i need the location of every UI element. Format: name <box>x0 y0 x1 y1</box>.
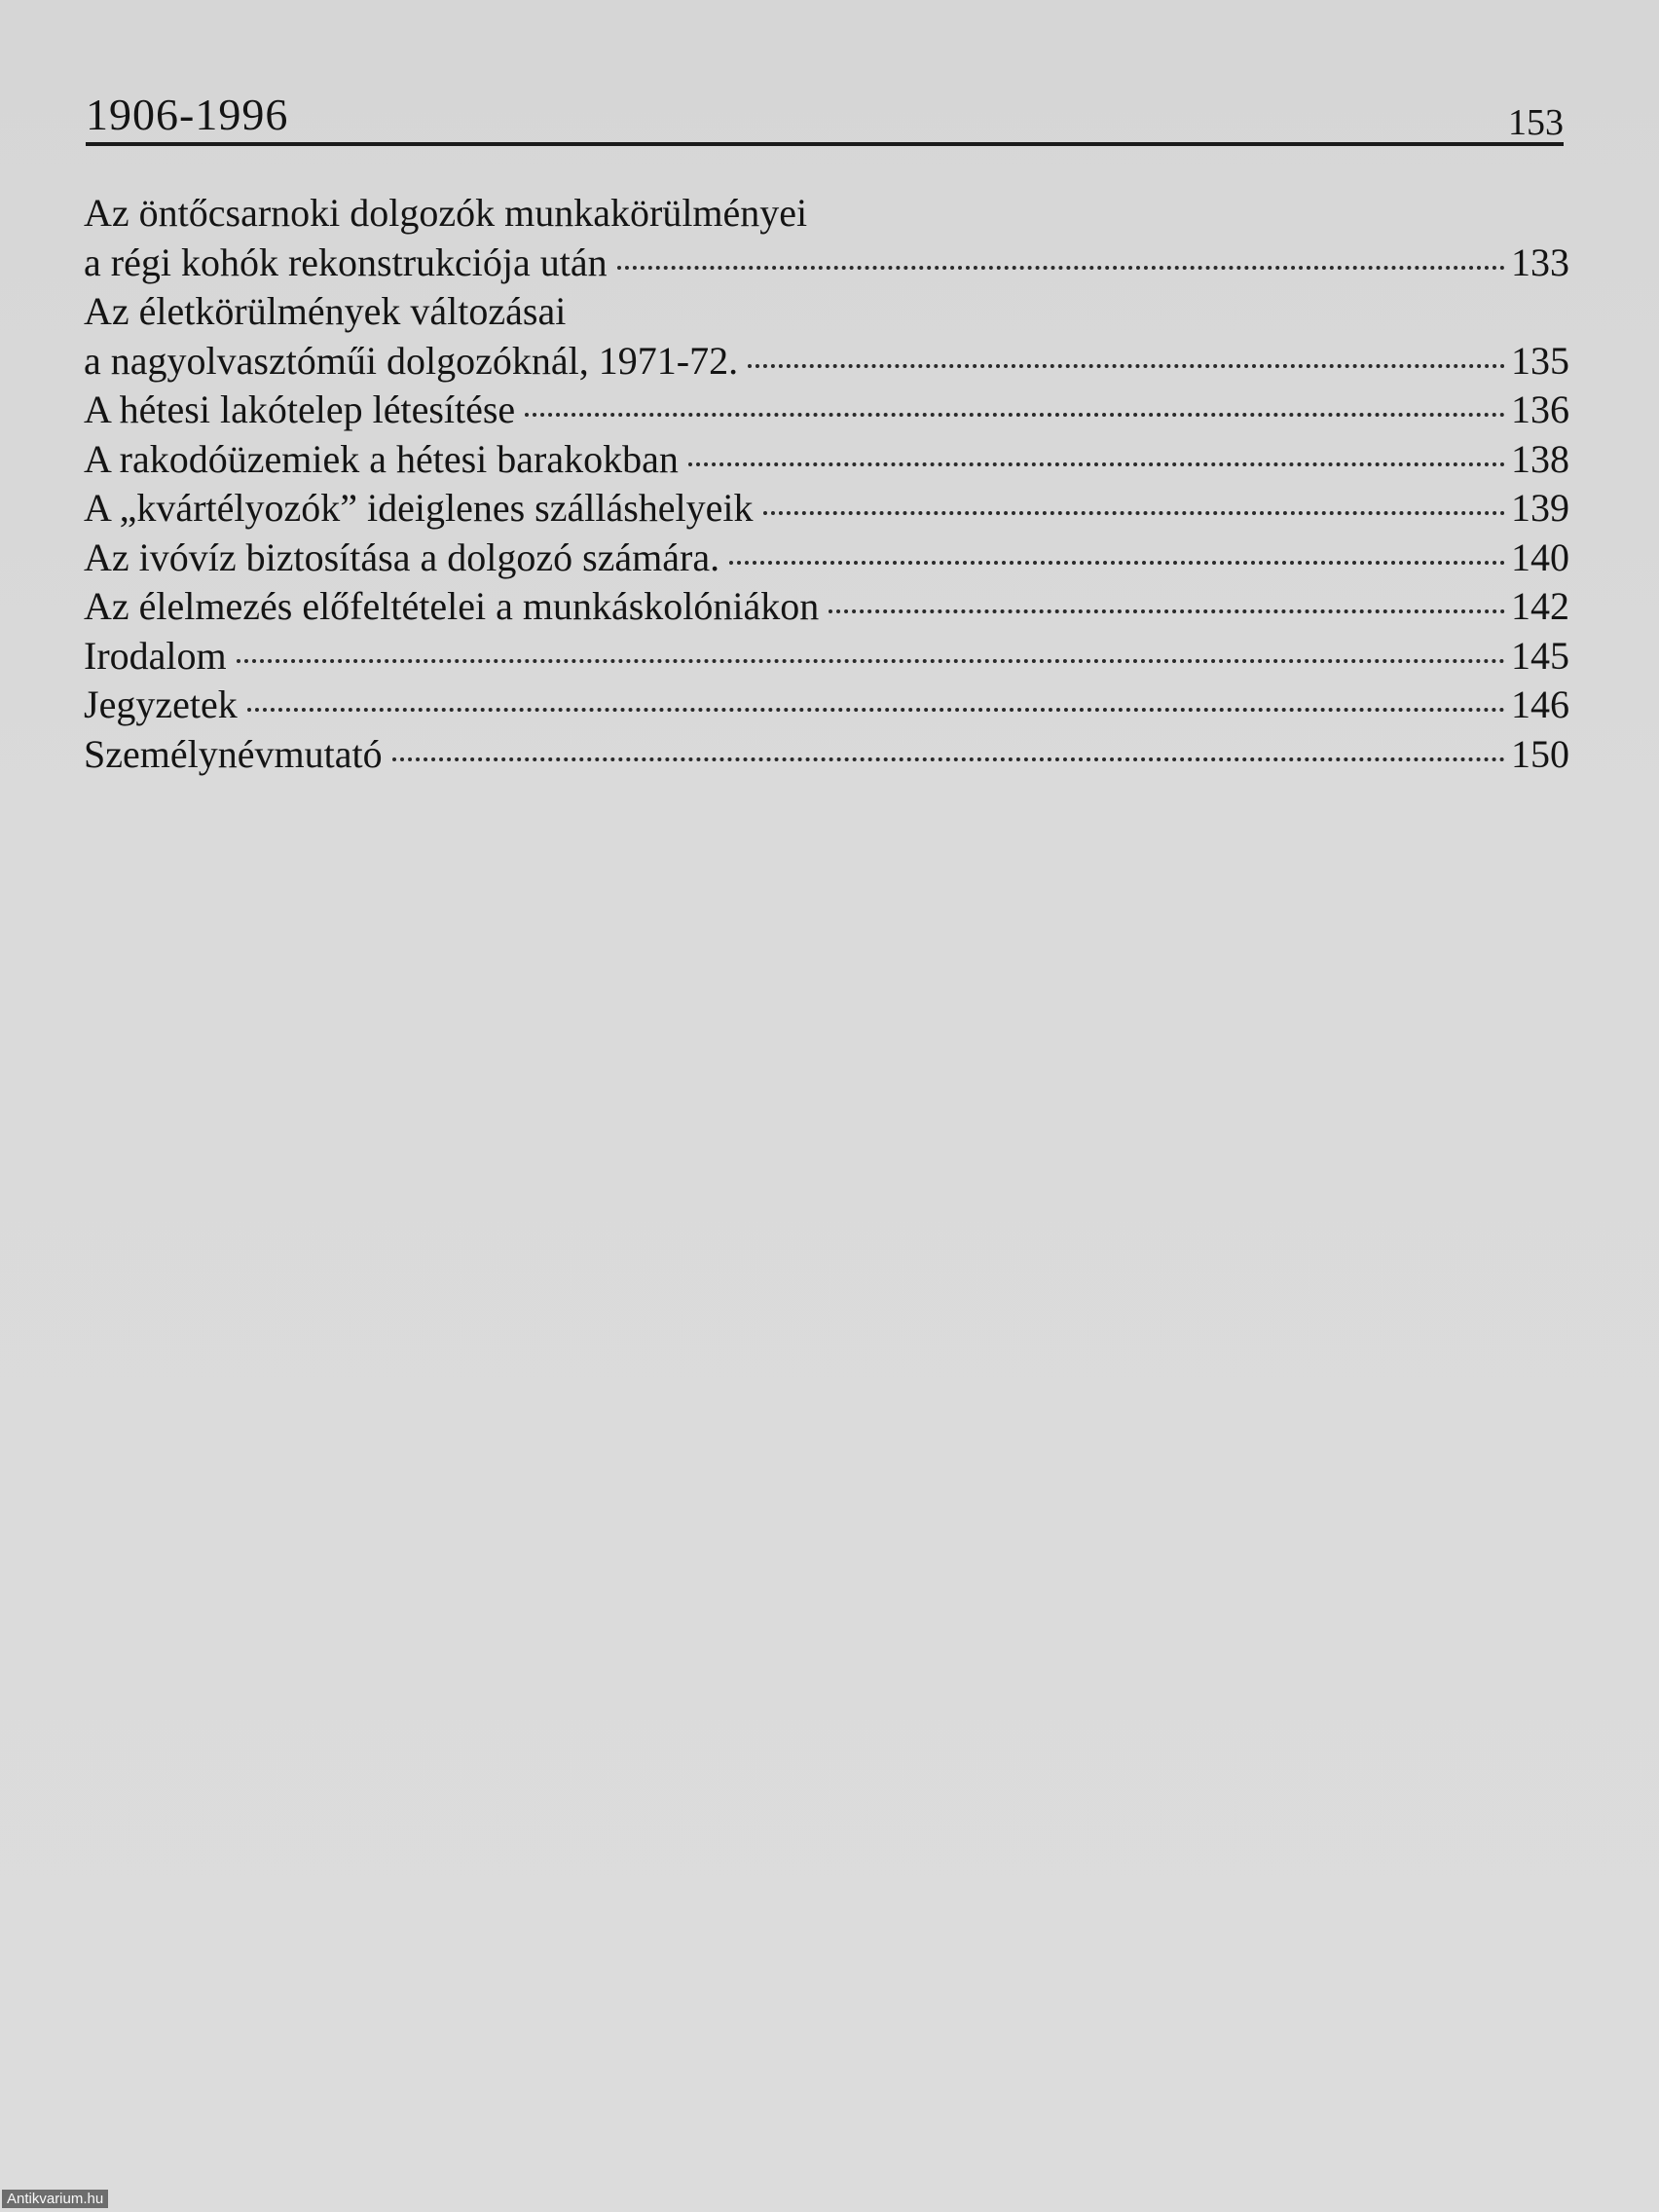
toc-entry-page: 145 <box>1511 633 1569 678</box>
toc-entry-page: 136 <box>1511 387 1569 431</box>
toc-entry-title: a nagyolvasztóműi dolgozóknál, 1971-72. <box>84 338 739 383</box>
toc-line <box>84 681 1569 730</box>
watermark: Antikvarium.hu <box>2 2190 108 2208</box>
toc-entry-title: Az ivóvíz biztosítása a dolgozó számára. <box>84 535 720 579</box>
toc-entry-title: Jegyzetek <box>84 682 238 726</box>
toc-line <box>84 730 1569 780</box>
toc-entry-page: 146 <box>1511 682 1569 726</box>
toc-entry-page: 140 <box>1511 535 1569 579</box>
table-of-contents <box>84 189 1569 779</box>
dot-leader <box>688 462 1505 466</box>
toc-entry-title: A rakodóüzemiek a hétesi barakokban <box>84 436 679 481</box>
toc-entry-page: 135 <box>1511 338 1569 383</box>
dot-leader <box>829 609 1505 613</box>
toc-entry-page: 150 <box>1511 731 1569 776</box>
header-year-range: 1906-1996 <box>86 90 289 139</box>
toc-entry-page: 133 <box>1511 240 1569 284</box>
toc-entry-title: A „kvártélyozók” ideiglenes szálláshelyeik <box>84 486 754 530</box>
toc-line <box>84 534 1569 583</box>
toc-entry-title: a régi kohók rekonstrukciója után <box>84 240 608 284</box>
header-page-number: 153 <box>1508 102 1564 143</box>
toc-entry-page: 139 <box>1511 486 1569 530</box>
toc-line <box>84 582 1569 632</box>
toc-entry-title: Az öntőcsarnoki dolgozók munkakörülményei <box>84 191 808 235</box>
toc-line <box>84 287 1569 337</box>
dot-leader <box>525 413 1505 417</box>
toc-entry-title: Irodalom <box>84 633 227 678</box>
toc-entry-page: 138 <box>1511 436 1569 481</box>
dot-leader <box>763 511 1505 515</box>
toc-line <box>84 386 1569 435</box>
toc-line <box>84 435 1569 485</box>
toc-entry-title: Az élelmezés előfeltételei a munkáskolóniákon <box>84 584 820 628</box>
toc-entry-page: 142 <box>1511 584 1569 628</box>
dot-leader <box>392 757 1505 761</box>
toc-line <box>84 337 1569 387</box>
dot-leader <box>617 266 1505 270</box>
dot-leader <box>729 561 1505 565</box>
toc-line <box>84 484 1569 534</box>
toc-entry-title: Az életkörülmények változásai <box>84 289 567 333</box>
toc-line <box>84 239 1569 288</box>
toc-line <box>84 632 1569 682</box>
dot-leader <box>748 364 1505 368</box>
toc-entry-title: Személynévmutató <box>84 731 383 776</box>
toc-entry-title: A hétesi lakótelep létesítése <box>84 387 516 431</box>
toc-line <box>84 189 1569 239</box>
running-header <box>86 82 1564 146</box>
dot-leader <box>247 708 1505 712</box>
dot-leader <box>237 659 1505 663</box>
